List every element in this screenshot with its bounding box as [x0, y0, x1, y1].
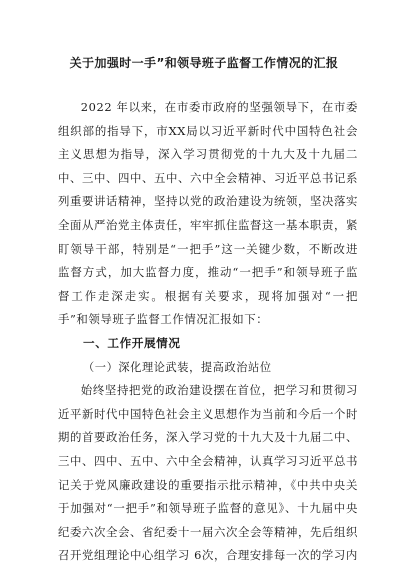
document-body — [58, 96, 358, 568]
document-title: 关于加强时一手”和领导班子监督工作情况的汇报 — [69, 56, 339, 70]
subsection-heading-theory: （一）深化理论武装，提高政治站位 — [83, 360, 272, 374]
subsection-paragraph-theory: 始终坚持把党的政治建设摆在首位，把学习和贯彻习近平新时代中国特色社会主义思想作为当前和今后一个时期的首要政治任务，深入学习党的十九大及十九届二中、三中、四中、五中、六中全会精神，认真学习习近平总书记关于党风廉政建设的重要指示批示精神，《中共中央关于加强对“一把手”和领导班子监督的意见》、十九届中央纪委六次全会、省纪委十一届六次全会等精神，先后组织召开党组理论中心组学习 6次，合理安排每一次的学习内 — [58, 383, 358, 563]
intro-paragraph: 2022 年以来，在市委市政府的坚强领导下，在市委组织部的指导下，市XX局以习近平新时代中国特色社会主义思想为指导，深入学习贯彻党的十九大及十九届二中、三中、四中、五中、六中全会精神、习近平总书记系列重要讲话精神，坚持以党的政治建设为统领，坚决落实全面从严治党主体责任，牢牢抓住监督这一基本职责，紧盯领导干部，特别是“一把手”这一关键少数，不断改进监督方式，加大监督力度，推动“一把手”和领导班子监督工作走深走实。根据有关要求，现将加强对“一把手”和领导班子监督工作情况汇报如下： — [58, 100, 358, 327]
section-heading-work-progress: 一、工作开展情况 — [83, 335, 181, 350]
